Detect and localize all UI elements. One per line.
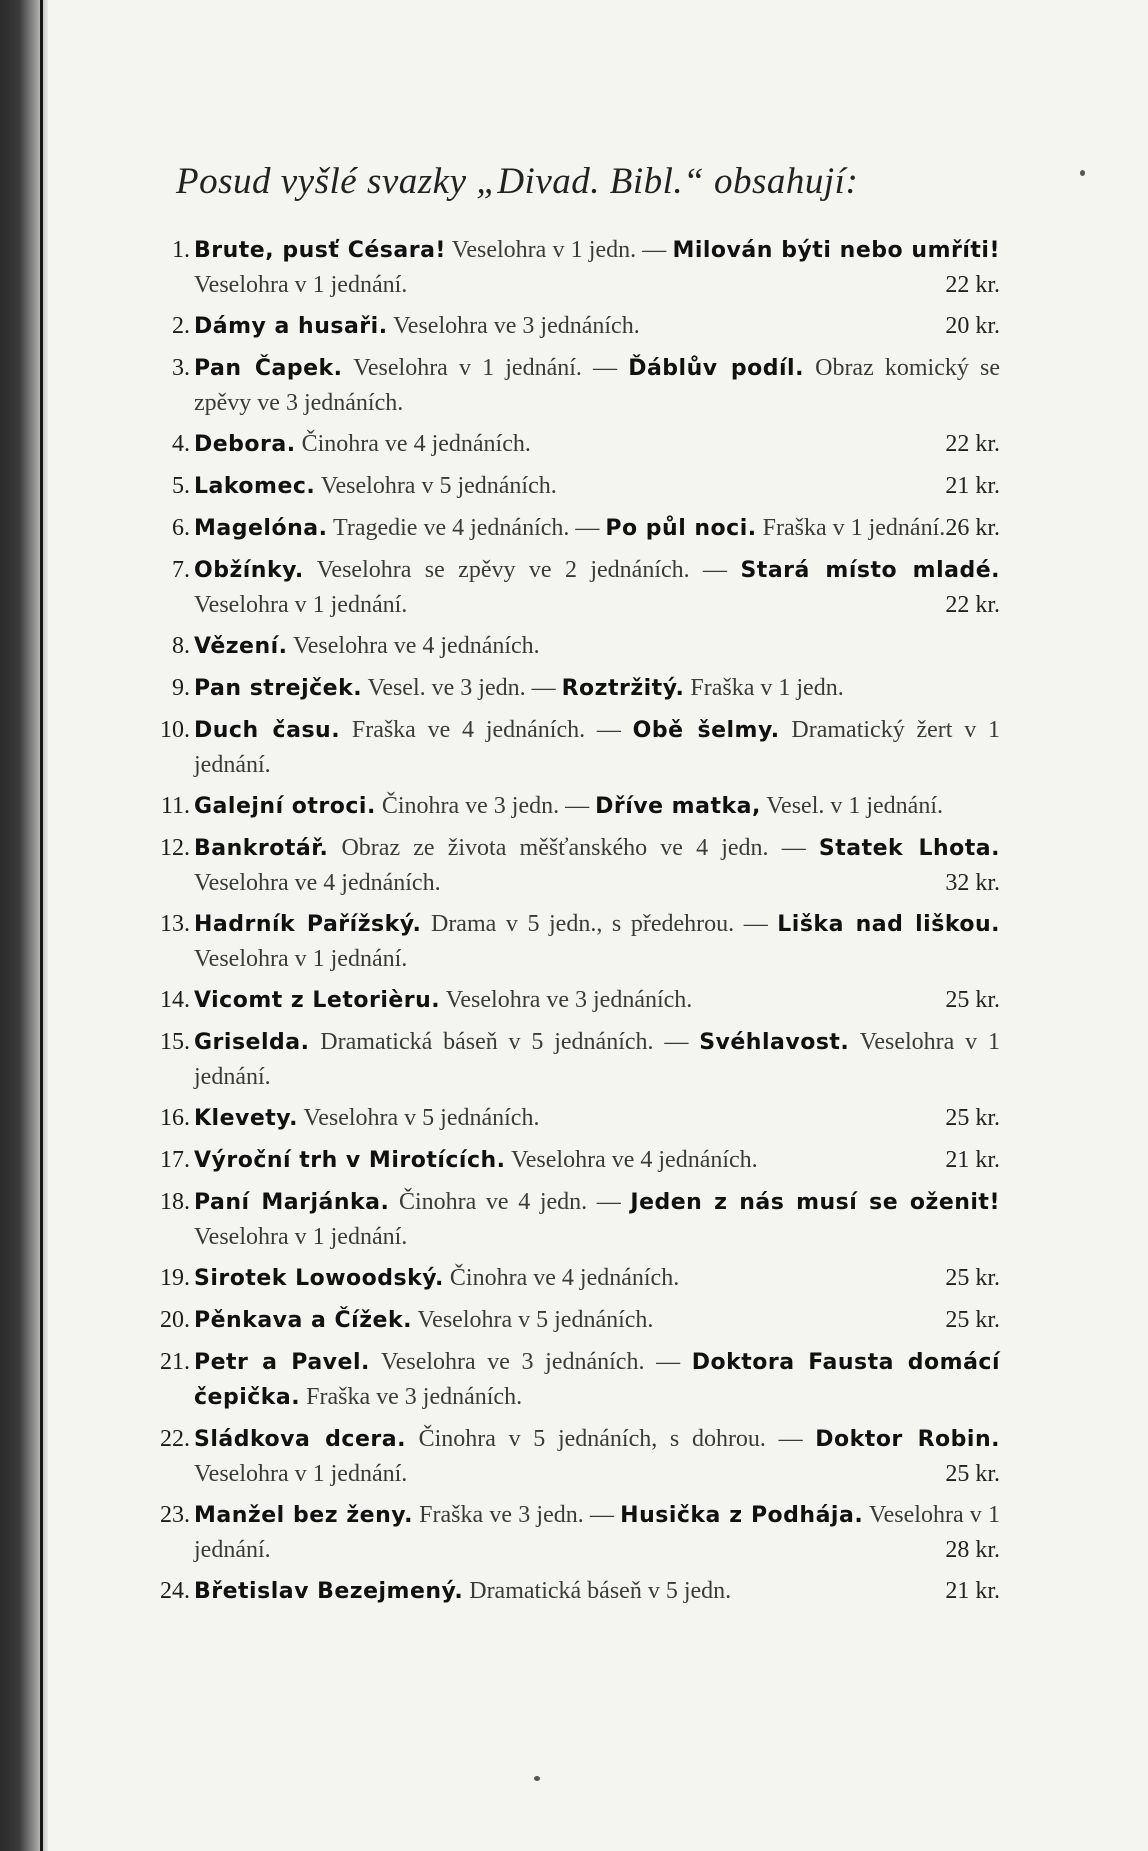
- volume-entry: [148, 907, 1000, 976]
- volume-price: 28 kr.: [945, 1537, 1000, 1563]
- page-title: Posud vyšlé svazky „Divad. Bibl.“ obsahují:: [176, 161, 859, 202]
- volume-number: 22.: [160, 1426, 190, 1452]
- volume-number: 8.: [172, 633, 190, 659]
- volume-description: [194, 511, 1000, 546]
- play-genre: Veselohra v 1 jedn. —: [445, 237, 673, 263]
- volume-number: 14.: [160, 987, 190, 1013]
- volume-description: [194, 233, 1000, 302]
- play-title: Brute, pusť Césara!: [194, 238, 446, 263]
- volume-entry: [148, 427, 1000, 462]
- play-title: Pan Čapek.: [194, 356, 343, 381]
- volume-description: [194, 351, 1000, 420]
- volume-number: 10.: [160, 717, 190, 743]
- volume-entry: [148, 983, 1000, 1018]
- volume-number: 15.: [160, 1029, 190, 1055]
- volume-description: [194, 1498, 1000, 1567]
- play-title: Magelóna.: [194, 516, 328, 541]
- volume-number: 5.: [172, 473, 190, 499]
- volume-number: 7.: [172, 557, 190, 583]
- play-title: Bankrotář.: [194, 836, 329, 861]
- play-genre: Obraz ze života měšťanského ve 4 jedn. —: [328, 835, 819, 861]
- volume-price: 25 kr.: [945, 1307, 1000, 1333]
- paper-speck: [534, 1776, 540, 1781]
- play-title: Sládkova dcera.: [194, 1427, 406, 1452]
- volume-entry: [148, 1345, 1000, 1415]
- play-title: Husička z Podhája.: [620, 1503, 864, 1528]
- play-genre: Veselohra v 1 jednání. —: [342, 355, 629, 381]
- volume-description: [194, 629, 1000, 664]
- volume-entry: [148, 233, 1000, 302]
- volume-price: 21 kr.: [945, 1578, 1000, 1604]
- play-genre: Vesel. v 1 jednání.: [760, 793, 944, 819]
- volume-number: 2.: [172, 313, 190, 339]
- volume-entry: [148, 1498, 1000, 1567]
- play-genre: Veselohra v 1 jednání.: [194, 592, 408, 618]
- play-genre: Veselohra v 1 jednání.: [194, 946, 408, 972]
- volume-entry: [148, 1101, 1000, 1136]
- play-title: Doktor Robin.: [815, 1427, 1000, 1452]
- play-genre: Činohra ve 4 jednáních.: [443, 1265, 680, 1291]
- play-title: Petr a Pavel.: [194, 1350, 370, 1375]
- volume-price: 20 kr.: [945, 313, 1000, 339]
- play-genre: Obraz komický se zpěvy ve 3 jednáních.: [194, 355, 1001, 416]
- volume-description: [194, 469, 1000, 504]
- volume-price: 25 kr.: [945, 1105, 1000, 1131]
- play-title: Pan strejček.: [194, 676, 363, 701]
- volume-description: [194, 1574, 1000, 1609]
- play-genre: Fraška ve 3 jedn. —: [412, 1502, 621, 1528]
- play-title: Lakomec.: [194, 474, 316, 499]
- volume-price: 21 kr.: [945, 1147, 1000, 1173]
- volume-description: [194, 553, 1000, 622]
- play-title: Jeden z nás musí se oženit!: [630, 1190, 1000, 1215]
- volume-entry: [148, 629, 1000, 664]
- volume-entry: [148, 1185, 1000, 1254]
- play-title: Obžínky.: [194, 558, 304, 583]
- play-title: Milován býti nebo umříti!: [672, 238, 1001, 263]
- volume-entry: [148, 309, 1000, 344]
- play-genre: Veselohra v 1 jednání.: [194, 1502, 1001, 1563]
- play-title: Paní Marjánka.: [194, 1190, 390, 1215]
- volume-number: 6.: [172, 515, 190, 541]
- play-genre: Veselohra v 1 jednání.: [194, 1029, 1000, 1090]
- volume-entry: [148, 511, 1000, 546]
- play-genre: Drama v 5 jedn., s předehrou. —: [421, 911, 778, 937]
- volume-description: [194, 1185, 1000, 1254]
- play-genre: Fraška v 1 jedn.: [684, 675, 844, 701]
- volume-description: [194, 671, 1000, 706]
- volume-description: [194, 1143, 1000, 1178]
- volume-description: [194, 1345, 1000, 1415]
- play-title: Pěnkava a Čížek.: [194, 1308, 412, 1333]
- volume-number: 21.: [160, 1349, 190, 1375]
- volume-number: 23.: [160, 1502, 190, 1528]
- volume-number: 18.: [160, 1189, 190, 1215]
- play-genre: Fraška ve 3 jednáních.: [300, 1384, 523, 1410]
- volume-description: [194, 907, 1000, 976]
- play-title: Galejní otroci.: [194, 794, 376, 819]
- play-title: Svéhlavost.: [699, 1030, 850, 1055]
- volume-number: 20.: [160, 1307, 190, 1333]
- play-title: Vězení.: [194, 634, 288, 659]
- volume-price: 21 kr.: [945, 473, 1000, 499]
- play-genre: Dramatická báseň v 5 jednáních. —: [309, 1029, 700, 1055]
- volume-number: 24.: [160, 1578, 190, 1604]
- volume-description: [194, 309, 1000, 344]
- play-title: Debora.: [194, 432, 296, 457]
- play-genre: Veselohra v 5 jednáních.: [315, 473, 557, 499]
- volume-number: 9.: [172, 675, 190, 701]
- play-title: Obě šelmy.: [632, 718, 780, 743]
- volume-price: 22 kr.: [945, 431, 1000, 457]
- play-genre: Činohra ve 3 jedn. —: [375, 793, 596, 819]
- volume-description: [194, 789, 1000, 824]
- volume-entry: [148, 1422, 1000, 1491]
- play-genre: Veselohra v 1 jednání.: [194, 1224, 408, 1250]
- play-genre: Veselohra ve 4 jednáních.: [194, 870, 441, 896]
- volume-entry: [148, 1574, 1000, 1609]
- play-genre: Veselohra ve 3 jednáních. —: [369, 1349, 692, 1375]
- paper-speck: [1080, 170, 1085, 176]
- volume-entry: [148, 713, 1000, 782]
- play-genre: Činohra v 5 jednáních, s dohrou. —: [405, 1426, 816, 1452]
- volume-number: 19.: [160, 1265, 190, 1291]
- play-title: Břetislav Bezejmený.: [194, 1579, 464, 1604]
- volume-description: [194, 831, 1000, 900]
- volume-number: 17.: [160, 1147, 190, 1173]
- play-genre: Veselohra ve 4 jednáních.: [505, 1147, 758, 1173]
- volume-number: 4.: [172, 431, 190, 457]
- volume-number: 12.: [160, 835, 190, 861]
- play-title: Hadrník Pařížský.: [194, 912, 422, 937]
- volume-entry: [148, 469, 1000, 504]
- play-title: Stará místo mladé.: [740, 558, 1001, 583]
- play-title: Výroční trh v Mirotících.: [194, 1148, 506, 1173]
- volume-price: 25 kr.: [945, 987, 1000, 1013]
- play-title: Griselda.: [194, 1030, 310, 1055]
- volume-entry: [148, 351, 1000, 420]
- volume-number: 3.: [172, 355, 190, 381]
- volume-description: [194, 1101, 1000, 1136]
- play-genre: Dramatická báseň v 5 jedn.: [463, 1578, 732, 1604]
- volume-price: 25 kr.: [945, 1265, 1000, 1291]
- volume-list: [148, 233, 1000, 1609]
- play-title: Po půl noci.: [605, 516, 757, 541]
- play-title: Manžel bez ženy.: [194, 1503, 413, 1528]
- play-genre: Dramatický žert v 1 jednání.: [194, 717, 1000, 778]
- play-genre: Veselohra v 5 jednáních.: [411, 1307, 654, 1333]
- play-title: Doktora Fausta domácí čepička.: [194, 1350, 1001, 1410]
- play-title: Dříve matka,: [595, 794, 761, 819]
- play-title: Statek Lhota.: [818, 836, 1001, 861]
- play-genre: Vesel. ve 3 jedn. —: [362, 675, 562, 701]
- play-genre: Činohra ve 4 jedn. —: [389, 1189, 631, 1215]
- volume-price: 22 kr.: [945, 592, 1000, 618]
- volume-number: 13.: [160, 911, 190, 937]
- volume-description: [194, 1422, 1000, 1491]
- volume-description: [194, 713, 1000, 782]
- volume-entry: [148, 1261, 1000, 1296]
- play-genre: Veselohra ve 4 jednáních.: [287, 633, 540, 659]
- play-title: Roztržitý.: [561, 676, 685, 701]
- volume-number: 1.: [172, 237, 190, 263]
- play-genre: Veselohra v 1 jednání.: [194, 272, 408, 298]
- volume-entry: [148, 1143, 1000, 1178]
- play-genre: Veselohra ve 3 jednáních.: [387, 313, 640, 339]
- volume-entry: [148, 553, 1000, 622]
- binding-shadow-line: [40, 0, 43, 1851]
- volume-price: 32 kr.: [945, 870, 1000, 896]
- volume-description: [194, 1261, 1000, 1296]
- volume-entry: [148, 1025, 1000, 1094]
- volume-entry: [148, 831, 1000, 900]
- play-genre: Veselohra se zpěvy ve 2 jednáních. —: [303, 557, 741, 583]
- volume-price: 25 kr.: [945, 1461, 1000, 1487]
- play-genre: Veselohra v 1 jednání.: [194, 1461, 408, 1487]
- play-title: Duch času.: [194, 718, 341, 743]
- play-genre: Fraška ve 4 jednáních. —: [340, 717, 633, 743]
- volume-entry: [148, 789, 1000, 824]
- volume-entry: [148, 1303, 1000, 1338]
- play-title: Klevety.: [194, 1106, 298, 1131]
- volume-number: 11.: [160, 793, 190, 819]
- volume-description: [194, 1025, 1000, 1094]
- play-genre: Tragedie ve 4 jednáních. —: [327, 515, 606, 541]
- play-genre: Fraška v 1 jednání.: [756, 515, 946, 541]
- volume-price: 26 kr.: [945, 515, 1000, 541]
- catalog-page: [148, 160, 1000, 1616]
- play-genre: Činohra ve 4 jednáních.: [295, 431, 531, 457]
- play-genre: Veselohra v 5 jednáních.: [297, 1105, 540, 1131]
- volume-description: [194, 983, 1000, 1018]
- play-title: Liška nad liškou.: [777, 912, 1000, 937]
- play-genre: Veselohra ve 3 jednáních.: [440, 987, 693, 1013]
- volume-description: [194, 427, 1000, 462]
- volume-description: [194, 1303, 1000, 1338]
- play-title: Vicomt z Letorièru.: [194, 988, 441, 1013]
- volume-price: 22 kr.: [945, 272, 1000, 298]
- play-title: Dámy a husaři.: [194, 314, 388, 339]
- volume-entry: [148, 671, 1000, 706]
- play-title: Ďáblův podíl.: [628, 356, 804, 381]
- play-title: Sirotek Lowoodský.: [194, 1266, 444, 1291]
- volume-number: 16.: [160, 1105, 190, 1131]
